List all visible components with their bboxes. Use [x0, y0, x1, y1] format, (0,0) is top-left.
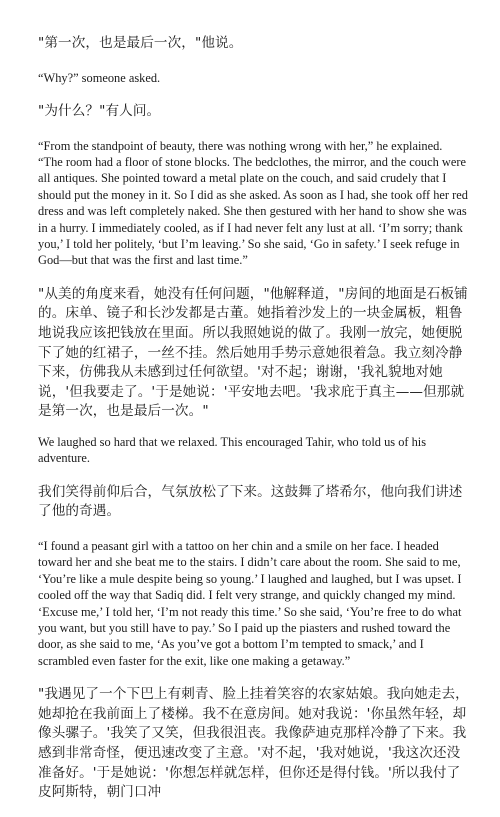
paragraph-en-1: “Why?” someone asked.	[38, 70, 161, 85]
document-page	[38, 34, 470, 817]
paragraph-zh-5: "我遇见了一个下巴上有刺青、脸上挂着笑容的农家姑娘。我向她走去，她却抢在我前面上了楼梯。我不在意房间。她对我说：'你虽然年轻，却像头骡子。'我笑了又笑，但我很沮丧。我像萨迪克那样冷静了下来。我感到非常奇怪，便迅速改变了主意。'对不起，'我对她说，'我这次还没准备好。'于是她说：'你想怎样就怎样，但你还是得付钱。'所以我付了皮阿斯特，朝门口冲	[38, 686, 469, 801]
paragraph-en-4: “I found a peasant girl with a tattoo on her chin and a smile on her face. I headed toward her and she beat me to the stairs. I didn’t care about the room. She said to me, ‘You’re like a mule despite being so young.’ I laughed and laughed, but I was upset. I cooled off the way that Sadiq did. I felt very strange, and quickly changed my mind. ‘Excuse me,’ I told her, ‘I’m not ready this time.’ So she said, ‘You’re free to do what you want, but you still have to pay.’ So I paid up the piasters and rushed toward the door, as she said to me, ‘As you’ve got a bottom I’m tempted to smack,’ and I scrambled even faster for the exit, like one making a getaway.”	[38, 539, 462, 668]
paragraph-zh-1: "第一次，也是最后一次，"他说。	[38, 35, 243, 51]
paragraph-zh-2: "为什么？"有人问。	[38, 103, 161, 119]
paragraph-zh-3: "从美的角度来看，她没有任何问题，"他解释道，"房间的地面是石板铺的。床单、镜子和长沙发都是古董。她指着沙发上的一块金属板，粗鲁地说我应该把钱放在里面。所以我照她说的做了。我刚一放完，她便脱下了她的红裙子，一丝不挂。然后她用手势示意她很着急。我立刻冷静下来，仿佛我从未感到过任何欲望。'对不起；谢谢，'我礼貌地对她说，'但我要走了。'于是她说：'平安地去吧。'我求庇于真主——但那就是第一次，也是最后一次。"	[38, 285, 468, 420]
paragraph-zh-4: 我们笑得前仰后合，气氛放松了下来。这鼓舞了塔希尔，他向我们讲述了他的奇遇。	[38, 483, 463, 520]
paragraph-en-2: “From the standpoint of beauty, there was nothing wrong with her,” he explained. “The room had a floor of stone blocks. The bedclothes, the mirror, and the couch were all antiques. She pointed toward a metal plate on the couch, and said crudely that I should put the money in it. So I did as she asked. As soon as I had, she took off her red dress and was left completely naked. She then gestured with her hand to show she was in a hurry. I immediately cooled, as if I had never felt any lust at all. ‘I’m sorry; thank you,’ I told her politely, ‘but I’m leaving.’ So she said, ‘Go in safety.’ I seek refuge in God—but that was the first and last time.”	[38, 138, 468, 268]
paragraph-en-3: We laughed so hard that we relaxed. This encouraged Tahir, who told us of his adventure.	[38, 435, 427, 466]
